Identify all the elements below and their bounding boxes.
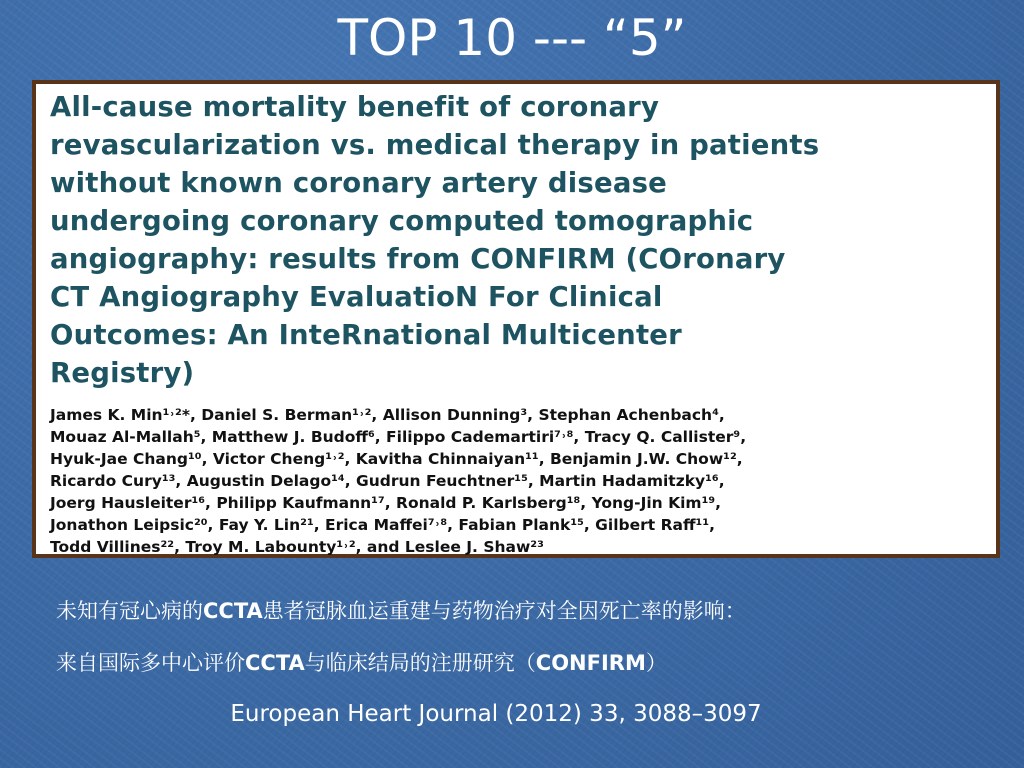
article-header-image (32, 80, 1000, 558)
author-line: Mouaz Al-Mallah⁵, Matthew J. Budoff⁶, Filippo Cademartiri⁷˒⁸, Tracy Q. Callister⁹, (50, 428, 747, 446)
article-title-line: Registry) (50, 357, 195, 389)
article-title-line: angiography: results from CONFIRM (COronary (50, 243, 786, 275)
author-line: Jonathon Leipsic²⁰, Fay Y. Lin²¹, Erica Maffei⁷˒⁸, Fabian Plank¹⁵, Gilbert Raff¹¹, (50, 516, 716, 534)
author-line: Hyuk-Jae Chang¹⁰, Victor Cheng¹˒², Kavitha Chinnaiyan¹¹, Benjamin J.W. Chow¹², (50, 450, 743, 468)
chinese-title-line-2 (56, 648, 667, 678)
slide-title: TOP 10 --- “5” (337, 9, 687, 67)
chinese-title-line-1 (56, 596, 746, 626)
chinese-text: 与临床结局的注册研究（ (304, 651, 536, 675)
article-title-line: CT Angiography EvaluatioN For Clinical (50, 281, 663, 313)
chinese-text: ） (645, 651, 667, 675)
author-list (50, 404, 990, 558)
chinese-text: 未知有冠心病的 (56, 599, 203, 623)
chinese-bold-term: CCTA (203, 599, 263, 623)
chinese-text: 来自国际多中心评价 (56, 651, 245, 675)
chinese-bold-term: CONFIRM (535, 651, 646, 675)
article-title-line: revascularization vs. medical therapy in patients (50, 129, 820, 161)
author-line: Joerg Hausleiter¹⁶, Philipp Kaufmann¹⁷, Ronald P. Karlsberg¹⁸, Yong-Jin Kim¹⁹, (50, 494, 722, 512)
chinese-bold-term: CCTA (245, 651, 305, 675)
chinese-text: 患者冠脉血运重建与药物治疗对全因死亡率的影响： (262, 599, 746, 623)
article-title-line: without known coronary artery disease (50, 167, 667, 199)
author-line: Ricardo Cury¹³, Augustin Delago¹⁴, Gudrun Feuchtner¹⁵, Martin Hadamitzky¹⁶, (50, 472, 725, 490)
article-title-line: All-cause mortality benefit of coronary (50, 91, 660, 123)
article-title-line: Outcomes: An InteRnational Multicenter (50, 319, 682, 351)
article-title (50, 88, 990, 392)
journal-citation: European Heart Journal (2012) 33, 3088–3097 (230, 701, 762, 727)
author-line: Todd Villines²², Troy M. Labounty¹˒², and Leslee J. Shaw²³ (50, 538, 544, 556)
author-line: James K. Min¹˒²*, Daniel S. Berman¹˒², Allison Dunning³, Stephan Achenbach⁴, (50, 406, 725, 424)
article-title-line: undergoing coronary computed tomographic (50, 205, 754, 237)
